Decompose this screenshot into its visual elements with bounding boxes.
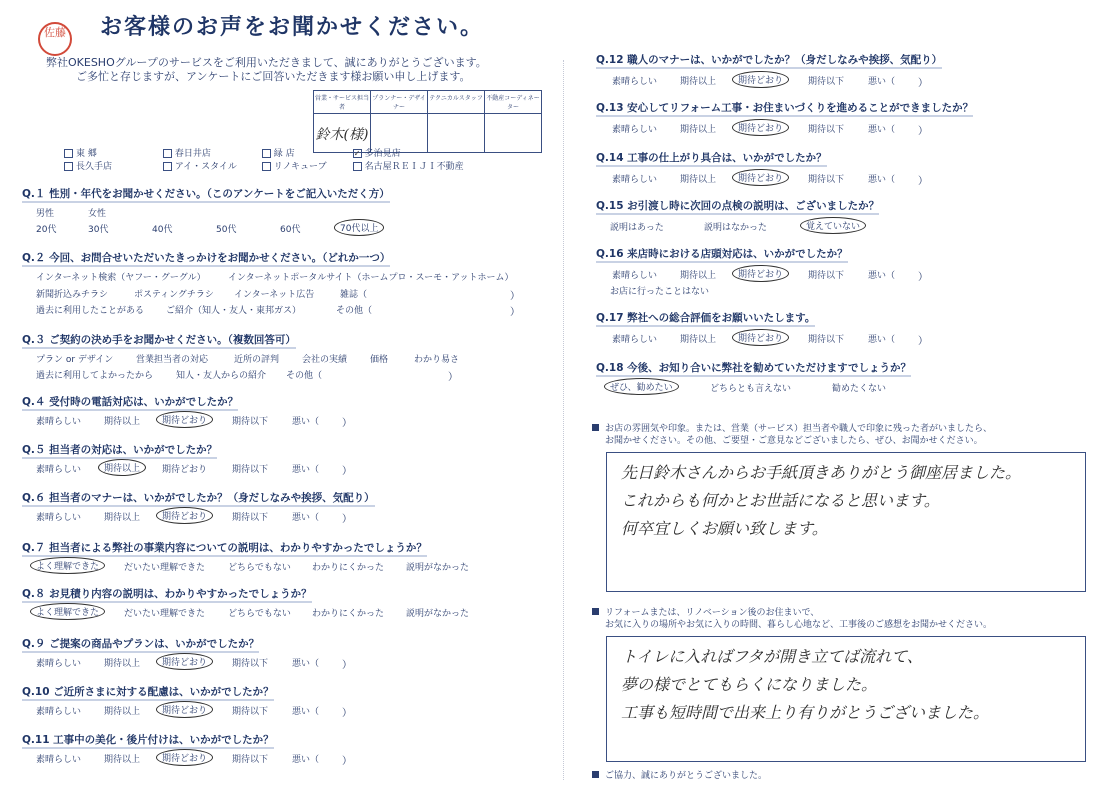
option[interactable]: 説明はなかった: [704, 223, 768, 233]
option[interactable]: 期待以上: [104, 755, 141, 765]
q10-title: Q.10 ご近所さまに対する配慮は、いかがでしたか？: [22, 684, 274, 699]
paren-close: ）: [510, 307, 520, 318]
q1-title: Q.１ 性別・年代をお聞かせください。（このアンケートをご記入いただく方）: [22, 186, 390, 201]
option[interactable]: 素晴らしい: [36, 755, 82, 765]
q6-title: Q.６ 担当者のマナーは、いかがでしたか？（身だしなみや挨拶、気配り）: [22, 490, 375, 505]
checkbox[interactable]: [163, 162, 172, 171]
q2-title: Q.２ 今回、お問合せいただいたきっかけをお聞かせください。（どれか一つ）: [22, 250, 390, 265]
option[interactable]: 期待以下: [808, 335, 845, 345]
option[interactable]: わかりにくかった: [312, 563, 385, 573]
q9-title: Q.９ ご提案の商品やプランは、いかがでしたか？: [22, 636, 259, 651]
option[interactable]: 悪い（: [868, 271, 896, 281]
option[interactable]: 会社の実績: [302, 355, 348, 365]
checkbox[interactable]: [64, 162, 73, 171]
store-label: 春日井店: [174, 149, 211, 159]
option[interactable]: インターネットポータルサイト（ホームプロ・スーモ・アットホーム）: [228, 273, 514, 283]
prompt-line: お店の雰囲気や印象。または、営業（サービス）担当者や職人で印象に残った者がいましたら、: [605, 424, 993, 434]
option[interactable]: 期待以上: [104, 417, 141, 427]
option-selected[interactable]: 期待どおり: [732, 119, 789, 136]
option[interactable]: 期待以上: [680, 175, 717, 185]
staff-realestate-cell: [485, 114, 542, 153]
option[interactable]: インターネット広告: [234, 290, 315, 300]
option[interactable]: 悪い（: [868, 125, 896, 135]
option[interactable]: 素晴らしい: [36, 707, 82, 717]
staff-header-technical: テクニカルスタッフ: [428, 91, 485, 114]
option[interactable]: 素晴らしい: [36, 465, 82, 475]
q18-title: Q.18 今後、お知り合いに弊社を勧めていただけますでしょうか？: [596, 360, 911, 375]
paren-close: ）: [510, 291, 520, 302]
option[interactable]: 期待以上: [680, 271, 717, 281]
option[interactable]: 女性: [88, 209, 107, 219]
option-selected[interactable]: 70代以上: [334, 219, 384, 236]
store-label: 多治見店: [364, 149, 401, 159]
comment2-prompt: [592, 607, 992, 631]
option[interactable]: 20代: [36, 225, 57, 235]
option-selected[interactable]: 期待どおり: [156, 749, 213, 766]
option-selected[interactable]: 期待どおり: [732, 329, 789, 346]
option[interactable]: 期待どおり: [162, 465, 208, 475]
paren-close: ）: [918, 176, 928, 187]
option[interactable]: 素晴らしい: [612, 271, 658, 281]
option[interactable]: 期待以下: [232, 465, 269, 475]
option[interactable]: 説明がなかった: [406, 609, 470, 619]
bullet-square-icon: [592, 608, 599, 615]
prompt-line: お気に入りの場所やお気に入りの時間、暮らし心地など、工事後のご感想をお聞かせください。: [605, 620, 993, 630]
bullet-square-icon: [592, 424, 599, 431]
greeting-line-2: ご多忙と存じますが、アンケートにご回答いただきます様お願い申し上げます。: [76, 70, 471, 83]
option[interactable]: 期待以下: [232, 659, 269, 669]
q5-title: Q.５ 担当者の対応は、いかがでしたか？: [22, 442, 217, 457]
option[interactable]: だいたい理解できた: [124, 609, 206, 619]
staff-header-planner: プランナー・デザイナー: [371, 91, 428, 114]
checkbox[interactable]: [353, 162, 362, 171]
option[interactable]: 素晴らしい: [36, 659, 82, 669]
store-checklist: [64, 148, 480, 174]
checkbox[interactable]: [262, 149, 271, 158]
paren-close: ）: [342, 418, 352, 429]
q16-title: Q.16 来店時における店頭対応は、いかがでしたか？: [596, 246, 848, 261]
q4-title: Q.４ 受付時の電話対応は、いかがでしたか？: [22, 394, 238, 409]
option-selected[interactable]: よく理解できた: [30, 603, 105, 620]
option[interactable]: 60代: [280, 225, 301, 235]
option[interactable]: 過去に利用したことがある: [36, 306, 145, 316]
option[interactable]: どちらでもない: [228, 563, 291, 573]
option[interactable]: 50代: [216, 225, 237, 235]
paren-close: ）: [342, 708, 352, 719]
paren-close: ）: [918, 126, 928, 137]
option-selected[interactable]: ぜひ、勧めたい: [604, 378, 679, 395]
option[interactable]: 知人・友人からの紹介: [176, 371, 267, 381]
prompt-line: リフォームまたは、リノベーション後のお住まいで、: [605, 608, 820, 618]
staff-header-sales: 営業・サービス担当者: [314, 91, 371, 114]
handwritten-line: トイレに入ればフタが開き立てば流れて、: [621, 647, 923, 666]
comment1-box[interactable]: [606, 452, 1086, 592]
option-selected[interactable]: 期待どおり: [732, 265, 789, 282]
option[interactable]: 素晴らしい: [612, 125, 658, 135]
greeting-line-1: 弊社OKESHOグループのサービスをご利用いただきまして、誠にありがとうございます。: [46, 56, 487, 69]
option[interactable]: 近所の評判: [234, 355, 280, 365]
paren-close: ）: [918, 272, 928, 283]
option[interactable]: 過去に利用してよかったから: [36, 371, 154, 381]
option-selected[interactable]: 期待どおり: [156, 653, 213, 670]
q3-title: Q.３ ご契約の決め手をお聞かせください。（複数回答可）: [22, 332, 296, 347]
option[interactable]: 期待以下: [808, 271, 845, 281]
option[interactable]: 説明がなかった: [406, 563, 470, 573]
option[interactable]: 期待以下: [232, 417, 269, 427]
option[interactable]: プラン or デザイン: [36, 355, 114, 365]
option[interactable]: インターネット検索（ヤフー・グーグル）: [36, 273, 206, 283]
column-divider: [563, 60, 565, 780]
option[interactable]: どちらでもない: [228, 609, 291, 619]
option[interactable]: 期待以上: [680, 335, 717, 345]
checkbox[interactable]: [163, 149, 172, 158]
option[interactable]: 期待以下: [808, 175, 845, 185]
q17-title: Q.17 弊社への総合評価をお願いいたします。: [596, 310, 815, 325]
checkbox-checked[interactable]: ✓: [353, 149, 361, 158]
footer-thanks: [592, 770, 767, 782]
store-label: リノキューブ: [273, 162, 327, 172]
option[interactable]: 価格: [370, 355, 389, 365]
handwritten-line: 工事も短時間で出来上り有りがとうございました。: [621, 703, 990, 722]
option-selected[interactable]: 期待以上: [98, 459, 146, 476]
option-selected[interactable]: 期待どおり: [156, 701, 213, 718]
option[interactable]: 悪い（: [292, 755, 320, 765]
handwritten-line: 何卒宜しくお願い致します。: [621, 519, 828, 538]
option[interactable]: 期待以上: [104, 659, 141, 669]
option[interactable]: 素晴らしい: [36, 417, 82, 427]
option[interactable]: 期待以上: [680, 77, 717, 87]
option[interactable]: 素晴らしい: [612, 335, 658, 345]
option[interactable]: 素晴らしい: [612, 77, 658, 87]
option[interactable]: 悪い（: [868, 77, 896, 87]
option[interactable]: 雑誌（: [340, 290, 368, 300]
handwritten-line: これからも何かとお世話になると思います。: [621, 491, 940, 510]
q11-title: Q.11 工事中の美化・後片付けは、いかがでしたか？: [22, 732, 274, 747]
option[interactable]: わかり易さ: [414, 355, 460, 365]
checkbox[interactable]: [262, 162, 271, 171]
option[interactable]: 期待以下: [232, 513, 269, 523]
option[interactable]: 期待以上: [104, 707, 141, 717]
option[interactable]: 期待以下: [232, 755, 269, 765]
option[interactable]: 期待以下: [808, 125, 845, 135]
store-label: 長久手店: [76, 162, 113, 172]
q7-title: Q.７ 担当者による弊社の事業内容についての説明は、わかりやすかったでしょうか？: [22, 540, 427, 555]
staff-planner-cell: [371, 114, 428, 153]
comment2-box[interactable]: [606, 636, 1086, 762]
q8-title: Q.８ お見積り内容の説明は、わかりやすかったでしょうか？: [22, 586, 312, 601]
footer-text: ご協力、誠にありがとうございました。: [605, 771, 768, 781]
option[interactable]: 悪い（: [292, 513, 320, 523]
comment1-prompt: [592, 423, 992, 447]
staff-technical-cell: [428, 114, 485, 153]
option[interactable]: 悪い（: [292, 465, 320, 475]
option[interactable]: 期待以上: [680, 125, 717, 135]
option[interactable]: 悪い（: [292, 659, 320, 669]
staff-header-realestate: 不動産コーディネーター: [485, 91, 542, 114]
option[interactable]: 悪い（: [868, 175, 896, 185]
q13-title: Q.13 安心してリフォーム工事・お住まいづくりを進めることができましたか？: [596, 100, 973, 115]
option-selected[interactable]: 期待どおり: [156, 411, 213, 428]
option[interactable]: その他（: [336, 306, 373, 316]
store-label: 緑 店: [273, 149, 295, 159]
option[interactable]: ご紹介（知人・友人・東邦ガス）: [166, 306, 302, 316]
option[interactable]: 素晴らしい: [36, 513, 82, 523]
paren-close: ）: [342, 514, 352, 525]
option[interactable]: その他（: [286, 371, 323, 381]
option[interactable]: 30代: [88, 225, 109, 235]
option-selected[interactable]: 期待どおり: [156, 507, 213, 524]
paren-close: ）: [342, 466, 352, 477]
staff-table: [313, 90, 542, 153]
option[interactable]: ポスティングチラシ: [134, 290, 214, 300]
option[interactable]: 期待以下: [808, 77, 845, 87]
handwritten-line: 先日鈴木さんからお手紙頂きありがとう御座居ました。: [621, 463, 1022, 482]
seal-stamp: [38, 22, 72, 56]
paren-close: ）: [342, 660, 352, 671]
option[interactable]: 40代: [152, 225, 173, 235]
option[interactable]: 悪い（: [868, 335, 896, 345]
option[interactable]: 悪い（: [292, 707, 320, 717]
option[interactable]: 素晴らしい: [612, 175, 658, 185]
q12-title: Q.12 職人のマナーは、いかがでしたか？（身だしなみや挨拶、気配り）: [596, 52, 942, 67]
option[interactable]: お店に行ったことはない: [610, 287, 710, 297]
option[interactable]: 悪い（: [292, 417, 320, 427]
store-label: 名古屋ＲＥＩＪＩ不動産: [364, 162, 464, 172]
option[interactable]: わかりにくかった: [312, 609, 385, 619]
paren-close: ）: [342, 756, 352, 767]
q14-title: Q.14 工事の仕上がり具合は、いかがでしたか？: [596, 150, 827, 165]
bullet-square-icon: [592, 771, 599, 778]
paren-close: ）: [918, 78, 928, 89]
seal-text: 佐藤: [44, 26, 66, 39]
option[interactable]: どちらとも言えない: [710, 384, 792, 394]
option-selected[interactable]: 期待どおり: [732, 169, 789, 186]
paren-close: ）: [448, 372, 458, 383]
option[interactable]: 勧めたくない: [832, 384, 887, 394]
option[interactable]: 期待以下: [232, 707, 269, 717]
paren-close: ）: [918, 336, 928, 347]
option[interactable]: 新聞折込みチラシ: [36, 290, 109, 300]
page-title: お客様のお声をお聞かせください。: [100, 15, 485, 40]
option-selected[interactable]: 覚えていない: [800, 217, 866, 234]
option[interactable]: 説明はあった: [610, 223, 664, 233]
option[interactable]: 営業担当者の対応: [136, 355, 209, 365]
option-selected[interactable]: 期待どおり: [732, 71, 789, 88]
handwritten-line: 夢の様でとてもらくになりました。: [621, 675, 878, 694]
staff-sales-name: 鈴木(様): [315, 127, 369, 143]
option-selected[interactable]: よく理解できた: [30, 557, 105, 574]
store-label: アイ・スタイル: [174, 162, 237, 172]
prompt-line: お聞かせください。その他、ご要望・ご意見などございましたら、ぜひ、お聞かせください。: [605, 436, 983, 446]
store-label: 東 郷: [76, 149, 97, 159]
q15-title: Q.15 お引渡し時に次回の点検の説明は、ございましたか？: [596, 198, 879, 213]
option[interactable]: だいたい理解できた: [124, 563, 206, 573]
option[interactable]: 期待以上: [104, 513, 141, 523]
option[interactable]: 男性: [36, 209, 55, 219]
checkbox[interactable]: [64, 149, 73, 158]
